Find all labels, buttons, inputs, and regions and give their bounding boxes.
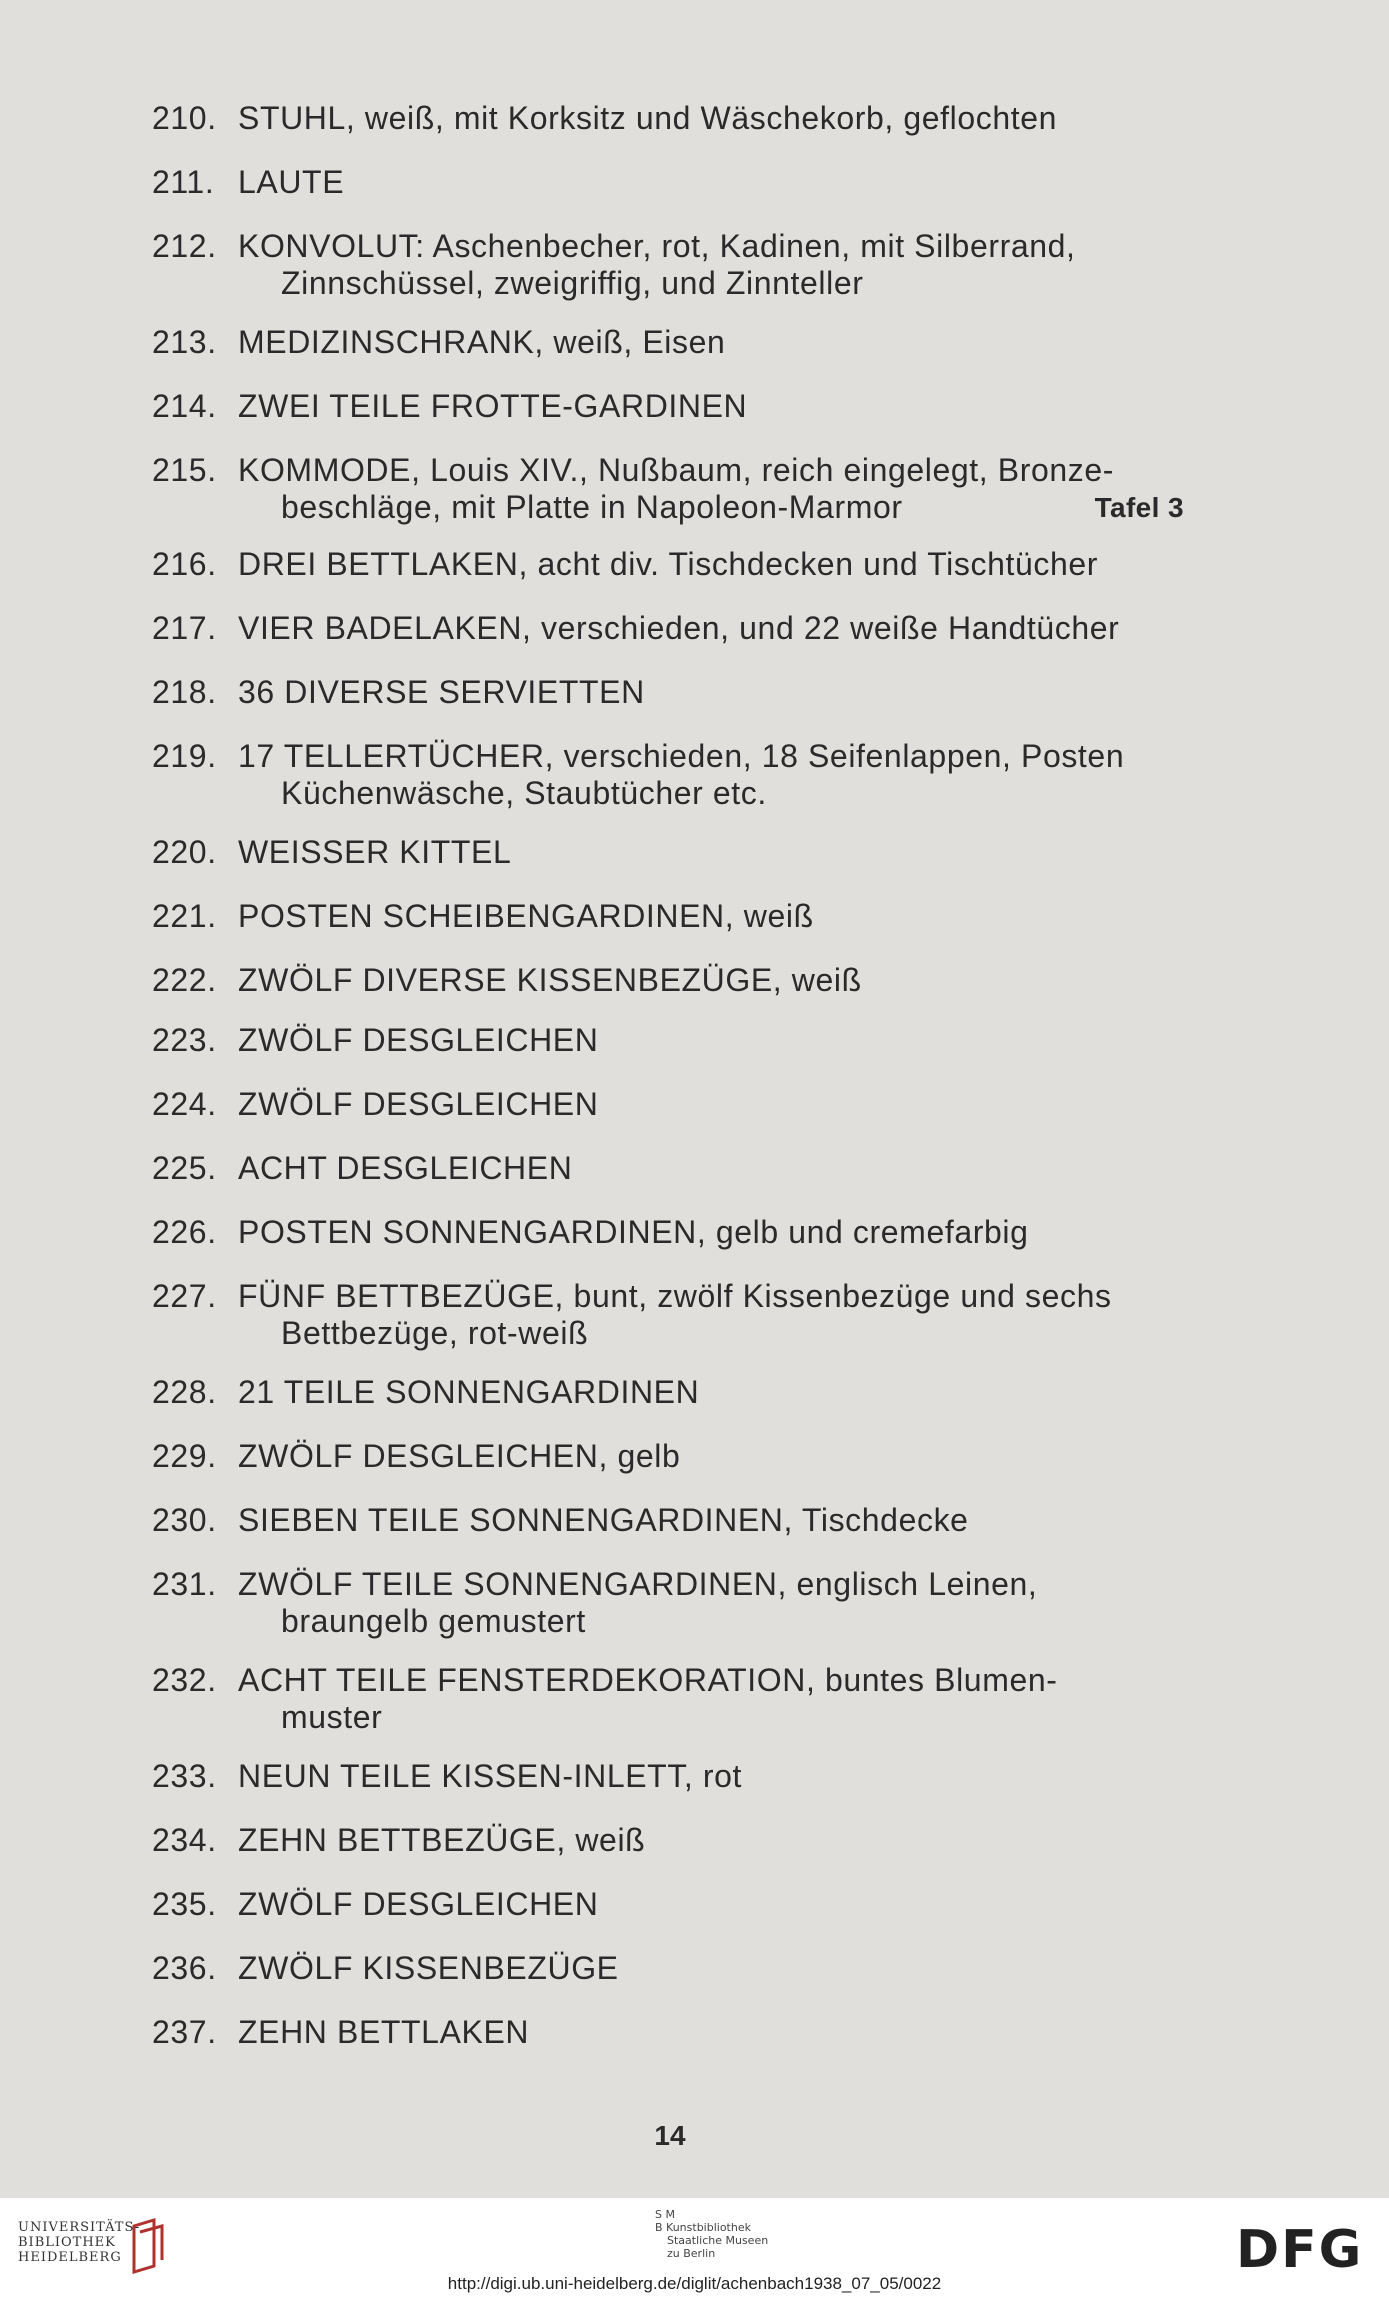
entry-description xyxy=(238,898,1192,935)
entry-title-line: DREI BETTLAKEN, acht div. Tischdecken und Tischtücher xyxy=(238,546,1099,582)
catalog-entry xyxy=(152,164,1192,201)
catalog-entry xyxy=(152,898,1192,935)
entry-title-line: 21 TEILE SONNENGARDINEN xyxy=(238,1374,700,1410)
catalog-entry xyxy=(152,388,1192,425)
entry-number: 232. xyxy=(152,1662,217,1698)
catalog-entry xyxy=(152,1278,1192,1352)
entry-number: 222. xyxy=(152,962,217,998)
entry-title-line: POSTEN SONNENGARDINEN, gelb und cremefarbig xyxy=(238,1214,1029,1250)
entry-number: 217. xyxy=(152,610,217,646)
entry-number: 224. xyxy=(152,1086,217,1122)
entry-title-line: MEDIZINSCHRANK, weiß, Eisen xyxy=(238,324,726,360)
entry-description xyxy=(238,1086,1192,1123)
entry-description xyxy=(238,388,1192,425)
entry-title-line: KONVOLUT: Aschenbecher, rot, Kadinen, mit Silberrand, xyxy=(238,228,1076,264)
stamp-line: B Kunstbibliothek xyxy=(655,2221,751,2234)
entry-description xyxy=(238,1022,1192,1059)
catalog-entry xyxy=(152,100,1192,137)
entry-description xyxy=(238,1822,1192,1859)
entry-title-line: LAUTE xyxy=(238,164,345,200)
entry-description xyxy=(238,962,1192,999)
catalog-entry xyxy=(152,228,1192,302)
entry-title-line: ACHT TEILE FENSTERDEKORATION, buntes Blumen- xyxy=(238,1662,1058,1698)
source-url[interactable]: http://digi.ub.uni-heidelberg.de/diglit/achenbach1938_07_05/0022 xyxy=(447,2274,942,2293)
entry-continuation-line: muster xyxy=(281,1699,383,1735)
entry-description xyxy=(238,1502,1192,1539)
entry-continuation-line: braungelb gemustert xyxy=(281,1603,586,1639)
entry-number: 237. xyxy=(152,2014,217,2050)
entry-title-line: 36 DIVERSE SERVIETTEN xyxy=(238,674,645,710)
entry-number: 210. xyxy=(152,100,217,136)
entry-description xyxy=(238,100,1192,137)
entry-number: 221. xyxy=(152,898,217,934)
entry-continuation-line: Küchenwäsche, Staubtücher etc. xyxy=(281,775,767,811)
entry-description xyxy=(238,2014,1192,2051)
entry-number: 226. xyxy=(152,1214,217,1250)
catalog-entry xyxy=(152,1886,1192,1923)
entry-title-line: VIER BADELAKEN, verschieden, und 22 weiße Handtücher xyxy=(238,610,1120,646)
dfg-logo[interactable]: DFG xyxy=(1236,2220,1364,2280)
entry-description xyxy=(238,1278,1192,1352)
library-emblem-icon xyxy=(128,2216,168,2274)
entry-number: 219. xyxy=(152,738,217,774)
entry-title-line: KOMMODE, Louis XIV., Nußbaum, reich eingelegt, Bronze- xyxy=(238,452,1115,488)
catalog-entry xyxy=(152,1374,1192,1411)
catalog-entry xyxy=(152,1086,1192,1123)
entry-title-line: ZWÖLF TEILE SONNENGARDINEN, englisch Leinen, xyxy=(238,1566,1038,1602)
entry-description xyxy=(238,1886,1192,1923)
catalog-entry xyxy=(152,610,1192,647)
entry-title-line: NEUN TEILE KISSEN-INLETT, rot xyxy=(238,1758,743,1794)
stamp-line: Staatliche Museen xyxy=(667,2234,769,2247)
entry-title-line: ZWÖLF DESGLEICHEN, gelb xyxy=(238,1438,681,1474)
entry-number: 225. xyxy=(152,1150,217,1186)
entry-title-line: ZWÖLF DESGLEICHEN xyxy=(238,1086,599,1122)
entry-number: 215. xyxy=(152,452,217,488)
catalog-entry xyxy=(152,452,1192,526)
entry-title-line: ZWÖLF DESGLEICHEN xyxy=(238,1886,599,1922)
entry-number: 228. xyxy=(152,1374,217,1410)
entry-number: 227. xyxy=(152,1278,217,1314)
entry-title-line: ZWÖLF DIVERSE KISSENBEZÜGE, weiß xyxy=(238,962,862,998)
entry-number: 233. xyxy=(152,1758,217,1794)
catalog-entry xyxy=(152,1950,1192,1987)
entry-description xyxy=(238,1758,1192,1795)
library-logo[interactable] xyxy=(18,2220,140,2265)
entry-description xyxy=(238,1214,1192,1251)
entry-title-line: ZEHN BETTBEZÜGE, weiß xyxy=(238,1822,646,1858)
catalog-entry xyxy=(152,1502,1192,1539)
library-logo-line: HEIDELBERG xyxy=(18,2250,122,2265)
catalog-entry xyxy=(152,324,1192,361)
page-number: 14 xyxy=(654,2120,686,2151)
entry-description xyxy=(238,674,1192,711)
entry-number: 218. xyxy=(152,674,217,710)
entry-number: 211. xyxy=(152,164,215,200)
catalog-entry xyxy=(152,962,1192,999)
catalog-entry xyxy=(152,1022,1192,1059)
entry-number: 213. xyxy=(152,324,217,360)
entry-description xyxy=(238,164,1192,201)
stamp-line: S M xyxy=(655,2208,675,2221)
catalog-entry xyxy=(152,834,1192,871)
catalog-entry xyxy=(152,2014,1192,2051)
entry-title-line: ZWEI TEILE FROTTE-GARDINEN xyxy=(238,388,748,424)
entry-number: 214. xyxy=(152,388,217,424)
entry-description xyxy=(238,1150,1192,1187)
entry-description xyxy=(238,546,1192,583)
entry-description xyxy=(238,1566,1192,1640)
plate-reference: Tafel 3 xyxy=(1094,492,1184,523)
entry-number: 235. xyxy=(152,1886,217,1922)
entry-description xyxy=(238,1438,1192,1475)
catalog-entry xyxy=(152,1150,1192,1187)
entry-title-line: SIEBEN TEILE SONNENGARDINEN, Tischdecke xyxy=(238,1502,969,1538)
entry-number: 234. xyxy=(152,1822,217,1858)
entry-title-line: POSTEN SCHEIBENGARDINEN, weiß xyxy=(238,898,814,934)
entry-description xyxy=(238,1950,1192,1987)
entry-title-line: ZWÖLF KISSENBEZÜGE xyxy=(238,1950,619,1986)
entry-description xyxy=(238,452,1192,526)
catalog-entry xyxy=(152,1566,1192,1640)
entry-number: 236. xyxy=(152,1950,217,1986)
entry-description xyxy=(238,1374,1192,1411)
museum-stamp xyxy=(655,2208,768,2260)
entry-title-line: FÜNF BETTBEZÜGE, bunt, zwölf Kissenbezüge und sechs xyxy=(238,1278,1112,1314)
entry-number: 223. xyxy=(152,1022,217,1058)
entry-number: 230. xyxy=(152,1502,217,1538)
entry-number: 220. xyxy=(152,834,217,870)
entry-title-line: ACHT DESGLEICHEN xyxy=(238,1150,573,1186)
library-logo-line: UNIVERSITÄTS- xyxy=(18,2220,141,2235)
entry-number: 216. xyxy=(152,546,217,582)
entry-number: 229. xyxy=(152,1438,217,1474)
entry-title-line: ZEHN BETTLAKEN xyxy=(238,2014,530,2050)
entry-title-line: 17 TELLERTÜCHER, verschieden, 18 Seifenlappen, Posten xyxy=(238,738,1125,774)
entry-description xyxy=(238,738,1192,812)
library-logo-line: BIBLIOTHEK xyxy=(18,2235,116,2250)
catalog-entry xyxy=(152,546,1192,583)
entry-number: 212. xyxy=(152,228,217,264)
entry-continuation-line: beschläge, mit Platte in Napoleon-Marmor xyxy=(281,489,903,525)
entry-title-line: ZWÖLF DESGLEICHEN xyxy=(238,1022,599,1058)
entry-description xyxy=(238,228,1192,302)
entry-description xyxy=(238,324,1192,361)
catalog-entry xyxy=(152,1662,1192,1736)
entry-number: 231. xyxy=(152,1566,217,1602)
catalog-entry xyxy=(152,1214,1192,1251)
entry-title-line: WEISSER KITTEL xyxy=(238,834,512,870)
entry-continuation-line: Bettbezüge, rot-weiß xyxy=(281,1315,589,1351)
catalog-entry xyxy=(152,738,1192,812)
footer-bar xyxy=(0,2198,1389,2298)
entry-description xyxy=(238,610,1192,647)
stamp-line: zu Berlin xyxy=(667,2247,716,2260)
catalog-entry xyxy=(152,674,1192,711)
catalog-entry xyxy=(152,1758,1192,1795)
entry-description xyxy=(238,1662,1192,1736)
entry-description xyxy=(238,834,1192,871)
entry-title-line: STUHL, weiß, mit Korksitz und Wäschekorb, geflochten xyxy=(238,100,1058,136)
catalog-entry xyxy=(152,1822,1192,1859)
catalog-entry xyxy=(152,1438,1192,1475)
entry-continuation-line: Zinnschüssel, zweigriffig, und Zinnteller xyxy=(281,265,864,301)
